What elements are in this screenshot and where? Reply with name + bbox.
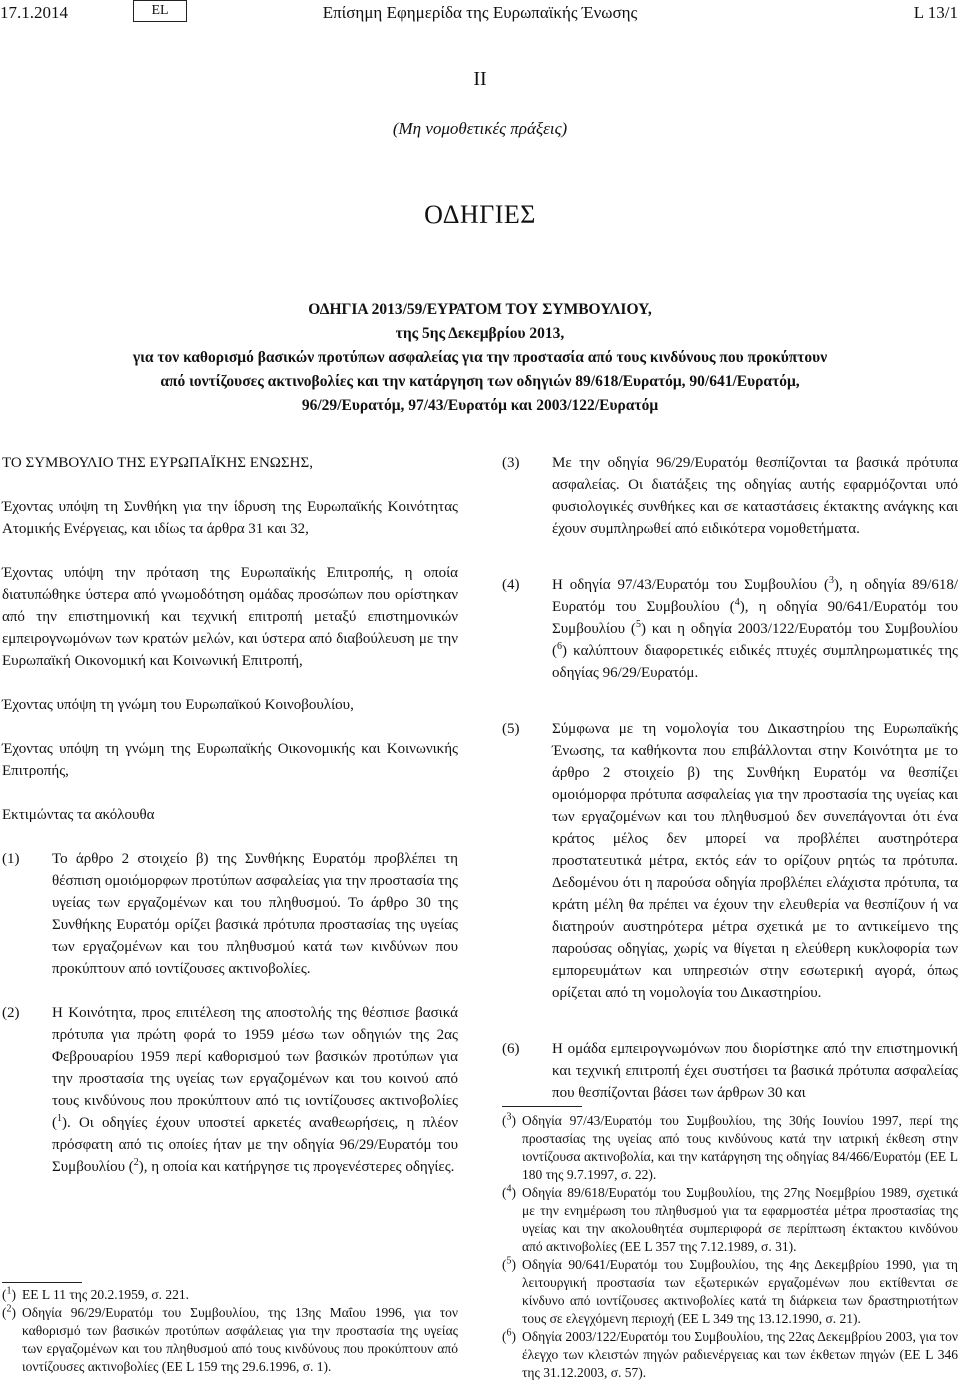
directive-title-line: της 5ης Δεκεμβρίου 2013, (395, 325, 565, 342)
footnote-number: ($^5$) (502, 1255, 516, 1272)
citation-esc: Έχοντας υπόψη τη γνώμη της Ευρωπαϊκής Οικονομικής και Κοινωνικής Επιτροπής, (2, 741, 458, 779)
footnote-ref[interactable]: 6 (557, 641, 562, 652)
recital-text-part: ) και η οδηγία 2003/122/Ευρατόμ του Συμβουλίου ( (552, 621, 958, 659)
recital-number: (1) (2, 851, 20, 867)
recital-number: (4) (502, 577, 520, 593)
recital-text-part: ), η οδηγία 90/641/Ευρατόμ του Συμβουλίου ( (552, 599, 958, 637)
recital-number: (3) (502, 455, 520, 471)
footnote-text: Οδηγία 89/618/Ευρατόμ του Συμβουλίου, της 27ης Νοεμβρίου 1989, σχετικά με την ενημέρωση του πληθυσμού για τα εφαρμοστέα μέτρα προστασίας της υγείας και την ακολουθητέα συμπεριφορά σε περίπτωση έκτακτου κινδύνου από ακτινοβολίες (ΕΕ L 357 της 7.12.1989, σ. 31). (522, 1185, 958, 1254)
language-badge: EL (133, 0, 187, 22)
footnote-separator (2, 1282, 82, 1283)
recital-text: Το άρθρο 2 στοιχείο β) της Συνθήκης Ευρατόμ προβλέπει τη θέσπιση ομοιόμορφων προτύπων ασφαλείας για την προστασία της υγείας των εργαζομένων και του πληθυσμού. Το άρθρο 30 της Συνθήκης Ευρατόμ ορίζει βασικά πρότυπα προστασίας της υγείας των εργαζομένων και του πληθυσμού κατά των κινδύνων που προκύπτουν από ιοντίζουσες ακτινοβολίες. (52, 851, 458, 977)
footnote (502, 1184, 958, 1256)
right-column (502, 452, 958, 1104)
recital-text-part: ), η οποία και κατήργησε τις προγενέστερες οδηγίες. (138, 1159, 455, 1175)
section-number: II (473, 68, 487, 90)
recital-text-part: Η Κοινότητα, προς επιτέλεση της αποστολής της θέσπισε βασικά πρότυπα για πρώτη φορά το 1959 μέσω των οδηγιών της 2ας Φεβρουαρίου 1959 περί καθορισμού των βασικών προτύπων για την προστασία της υγείας των εργαζομένων και του κοινού από τους κινδύνους που προκύπτουν από τις ιοντίζουσες ακτινοβολίες ( (52, 1005, 458, 1131)
recital-number: (6) (502, 1041, 520, 1057)
footnote (502, 1256, 958, 1328)
citation-parliament: Έχοντας υπόψη τη γνώμη του Ευρωπαϊκού Κοινοβουλίου, (2, 697, 354, 713)
recital-text-part: ). Οι οδηγίες έχουν υποστεί αρκετές αναθεωρήσεις, η πλέον πρόσφατη από τις οποίες ήταν με την οδηγία 96/29/Ευρατόμ του Συμβουλίου ( (52, 1115, 458, 1175)
directive-title-line: από ιοντίζουσες ακτινοβολίες και την κατάργηση των οδηγιών 89/618/Ευρατόμ, 90/641/Ευρατόμ, (160, 373, 800, 390)
footnote (2, 1286, 458, 1304)
footnote-text: Οδηγία 90/641/Ευρατόμ του Συμβουλίου, της 4ης Δεκεμβρίου 1990, για τη λειτουργική προστασία των εξωτερικών εργαζομένων που εκτίθενται σε κίνδυνο από ιοντίζουσες ακτινοβολίες κατά τη διάρκεια των δραστηριοτήτων τους σε ελεγχόμενη περιοχή (ΕΕ L 349 της 13.12.1990, σ. 21). (522, 1257, 958, 1326)
footnote-number-value: 2 (6, 1303, 12, 1315)
footnote-number-value: 1 (6, 1285, 12, 1297)
section-subtitle: (Μη νομοθετικές πράξεις) (392, 119, 568, 138)
section-title: ΟΔΗΓΙΕΣ (424, 200, 536, 229)
footnote (2, 1304, 458, 1376)
recital-number: (2) (2, 1005, 20, 1021)
footnote-text: Οδηγία 97/43/Ευρατόμ του Συμβουλίου, της 30ής Ιουνίου 1997, περί της προστασίας της υγείας από τους κινδύνους κατά την ιατρική έκθεση στην ιοντίζουσα ακτινοβολία, και την κατάργηση της οδηγίας 84/466/Ευρατόμ (ΕΕ L 180 της 9.7.1997, σ. 22). (522, 1113, 958, 1182)
footnote-number: ($^4$) (502, 1183, 516, 1200)
footnote-number-value: 4 (506, 1183, 512, 1195)
footnote-number: ($^1$) (2, 1285, 16, 1302)
recital-5 (502, 718, 958, 1004)
recital-text-part: ) καλύπτουν διαφορετικές ειδικές πτυχές συμπληρωματικές της οδηγίας 96/29/Ευρατόμ. (552, 643, 958, 681)
recital-number: (5) (502, 721, 520, 737)
footnote-ref[interactable]: 1 (57, 1113, 62, 1124)
footnote-number-value: 6 (506, 1327, 512, 1339)
footnote (502, 1112, 958, 1184)
footnote-text: Οδηγία 96/29/Ευρατόμ του Συμβουλίου, της 13ης Μαΐου 1996, για τον καθορισμό των βασικών προτύπων ασφάλειας για την προστασία της υγείας των εργαζομένων και του πληθυσμού από τους κινδύνους που προκύπτουν από ιοντίζουσες ακτινοβολίες (ΕΕ L 159 της 29.6.1996, σ. 1). (22, 1305, 458, 1374)
footnotes-right (502, 1112, 958, 1382)
directive-title-line: για τον καθορισμό βασικών προτύπων ασφαλείας για την προστασία από τους κινδύνους που προκύπτουν (132, 349, 828, 366)
publication-date: 17.1.2014 (0, 3, 68, 22)
whereas-heading: Εκτιμώντας τα ακόλουθα (2, 807, 155, 823)
recital-6 (502, 1038, 958, 1104)
footnote-number: ($^6$) (502, 1327, 516, 1344)
recital-text: Με την οδηγία 96/29/Ευρατόμ θεσπίζονται τα βασικά πρότυπα ασφαλείας. Οι διατάξεις της οδηγίας αυτής εφαρμόζονται υπό φυσιολογικές συνθήκες και σε καταστάσεις έκτακτης ανάγκης και έχουν συμπληρωθεί από ειδικότερα νομοθετήματα. (552, 455, 958, 537)
footnote-number-value: 5 (506, 1255, 512, 1267)
left-column (2, 452, 458, 1178)
footnotes-left (2, 1286, 458, 1376)
footnote-number: ($^3$) (502, 1111, 516, 1128)
recital-text (52, 1005, 458, 1175)
directive-title (0, 298, 960, 418)
directive-title-line: 96/29/Ευρατόμ, 97/43/Ευρατόμ και 2003/122/Ευρατόμ (301, 397, 659, 414)
recital-3 (502, 452, 958, 540)
footnote-ref[interactable]: 4 (734, 597, 740, 608)
page-header (0, 0, 960, 30)
footnote-separator (502, 1106, 582, 1107)
directive-title-line: ΟΔΗΓΙΑ 2013/59/ΕΥΡΑΤΟΜ ΤΟΥ ΣΥΜΒΟΥΛΙΟΥ, (308, 301, 652, 318)
footnote-ref[interactable]: 5 (635, 619, 641, 630)
recital-text-part: Η οδηγία 97/43/Ευρατόμ του Συμβουλίου ( (552, 577, 829, 593)
citation-treaty: Έχοντας υπόψη τη Συνθήκη για την ίδρυση της Ευρωπαϊκής Κοινότητας Ατομικής Ενέργειας, και ιδίως τα άρθρα 31 και 32, (2, 499, 458, 537)
footnote-number: ($^2$) (2, 1303, 16, 1320)
citation-commission: Έχοντας υπόψη την πρόταση της Ευρωπαϊκής Επιτροπής, η οποία διατυπώθηκε ύστερα από γνωμοδότηση ομάδας προσώπων που ορίστηκαν από την επιστημονική και τεχνική επιτροπή μεταξύ επιστημονικών εμπειρογνωμόνων των κρατών μελών, και ύστερα από διαβούλευση με την Ευρωπαϊκή Οικονομική και Κοινωνική Επιτροπή, (2, 565, 458, 669)
journal-name: Επίσημη Εφημερίδα της Ευρωπαϊκής Ένωσης (322, 3, 638, 22)
page-reference: L 13/1 (913, 3, 958, 22)
recital-4 (502, 574, 958, 684)
footnote-number-value: 3 (506, 1111, 512, 1123)
recital-2 (2, 1002, 458, 1178)
recital-text: Η ομάδα εμπειρογνωμόνων που διορίστηκε από την επιστημονική και τεχνική επιτροπή έχει συστήσει τα βασικά πρότυπα ασφαλείας που θεσπίζονται βάσει των άρθρων 30 και (552, 1041, 958, 1101)
recital-text-part: ), η οδηγία 89/618/Ευρατόμ του Συμβουλίου ( (552, 577, 958, 615)
footnote-text: Οδηγία 2003/122/Ευρατόμ του Συμβουλίου, της 22ας Δεκεμβρίου 2003, για τον έλεγχο των κλειστών πηγών ραδιενέργειας και των έκθετων πηγών (ΕΕ L 346 της 31.12.2003, σ. 57). (522, 1329, 958, 1380)
council-heading: ΤΟ ΣΥΜΒΟΥΛΙΟ ΤΗΣ ΕΥΡΩΠΑΪΚΗΣ ΕΝΩΣΗΣ, (2, 455, 313, 471)
recital-text (552, 577, 958, 681)
footnote-ref[interactable]: 3 (828, 575, 834, 586)
footnote-text: ΕΕ L 11 της 20.2.1959, σ. 221. (22, 1287, 189, 1302)
recital-text: Σύμφωνα με τη νομολογία του Δικαστηρίου της Ευρωπαϊκής Ένωσης, τα καθήκοντα που επιβάλλονται στην Κοινότητα με το άρθρο 2 στοιχείο β) της Συνθήκη Ευρατόμ να θεσπίζει ομοιόμορφα πρότυπα ασφαλείας για την προστασία της υγείας και των εργαζομένων και του πληθυσμού δεν συνεπάγονται ότι ένα κράτος μέλος δεν μπορεί να προβλέπει αυστηρότερα προστατευτικά μέτρα, εκτός εάν το ορίζουν ρητώς τα πρότυπα. Δεδομένου ότι η παρούσα οδηγία προβλέπει ελάχιστα πρότυπα, τα κράτη μέλη θα πρέπει να έχουν την ελευθερία να θεσπίζουν ή να διατηρούν αυστηρότερα μέτρα σχετικά με το αντικείμενο της παρούσας οδηγίας, χωρίς να θίγεται η ελεύθερη κυκλοφορία των εμπορευμάτων και υπηρεσιών στην εσωτερική αγορά, όπως ορίζεται από τη νομολογία του Δικαστηρίου. (552, 721, 958, 1001)
recital-1 (2, 848, 458, 980)
footnote (502, 1328, 958, 1382)
footnote-ref[interactable]: 2 (133, 1157, 139, 1168)
